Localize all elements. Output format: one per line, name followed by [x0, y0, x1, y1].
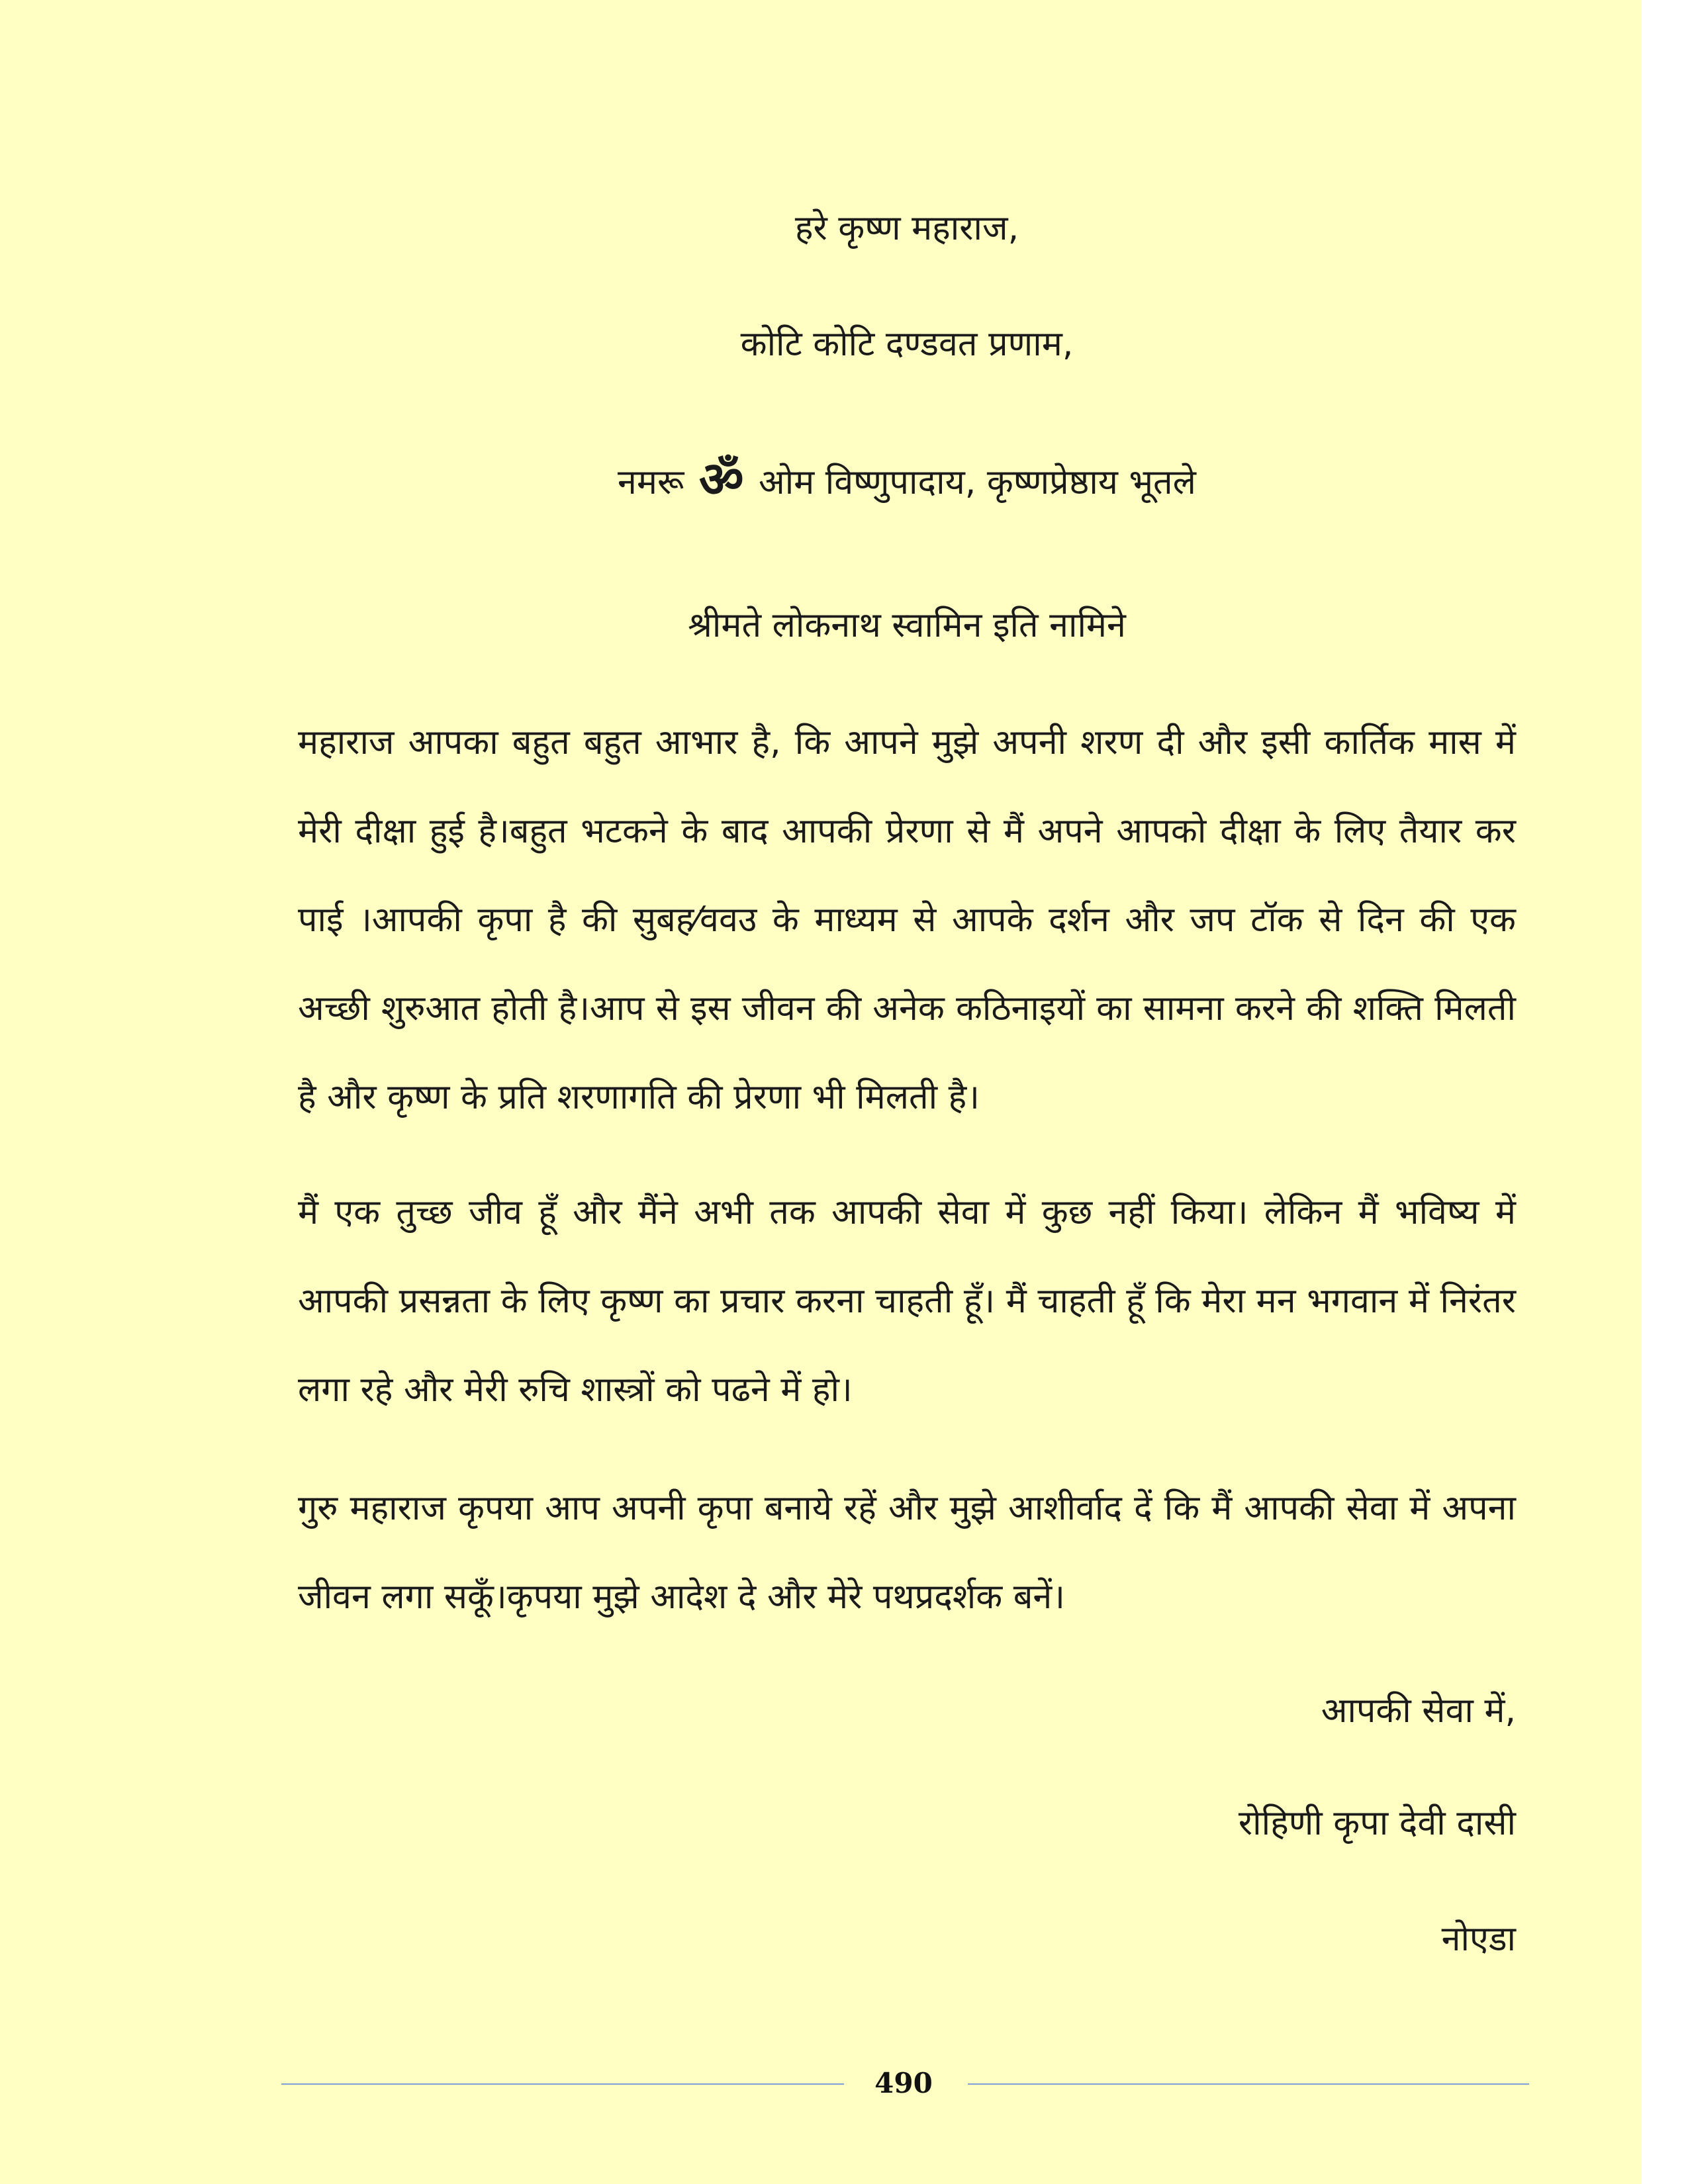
salutation: हरे कृष्ण महाराज,	[794, 208, 1019, 248]
mantra-prefix: नमरू	[618, 463, 684, 502]
footer-rule-right	[968, 2083, 1529, 2085]
location: नोएडा	[1441, 1919, 1516, 1959]
mantra-line-1	[298, 451, 1516, 508]
page-number: 490	[874, 2067, 933, 2099]
obeisance-line: कोटि कोटि दण्डवत प्रणाम,	[740, 324, 1074, 364]
signature: रोहिणी कृपा देवी दासी	[1238, 1803, 1516, 1843]
paragraph-request: गुरु महाराज कृपया आप अपनी कृपा बनाये रहें और मुझे आशीर्वाद दें कि मैं आपकी सेवा में अपना जीवन लगा सकूँ।कृपया मुझे आदेश दे और मेरे पथप्रदर्शक बनें।	[298, 1488, 1516, 1617]
mantra-suffix: ओम विष्णुपादाय, कृष्णप्रेष्ठाय भूतले	[758, 463, 1196, 502]
mantra-line-2: श्रीमते लोकनाथ स्वामिन इति नामिने	[688, 606, 1126, 645]
closing: आपकी सेवा में,	[1321, 1691, 1516, 1731]
om-symbol: ॐ	[698, 451, 744, 508]
footer-rule-left	[281, 2083, 844, 2085]
paragraph-gratitude: महाराज आपका बहुत बहुत आभार है, कि आपने मुझे अपनी शरण दी और इसी कार्तिक मास में मेरी दीक्षा हुई है।बहुत भटकने के बाद आपकी प्रेरणा से मैं अपने आपको दीक्षा के लिए तैयार कर पाई ।आपकी कृपा है की सुबह⁄ववउ के माध्यम से आपके दर्शन और जप टॉक से दिन की एक अच्छी शुरुआत होती है।आप से इस जीवन की अनेक कठिनाइयों का सामना करने की शक्ति मिलती है और कृष्ण के प्रति शरणागति की प्रेरणा भी मिलती है।	[298, 723, 1516, 1117]
paragraph-aspiration: मैं एक तुच्छ जीव हूँ और मैंने अभी तक आपकी सेवा में कुछ नहीं किया। लेकिन मैं भविष्य में आपकी प्रसन्नता के लिए कृष्ण का प्रचार करना चाहती हूँ। मैं चाहती हूँ कि मेरा मन भगवान में निरंतर लगा रहे और मेरी रुचि शास्त्रों को पढने में हो।	[298, 1193, 1516, 1410]
